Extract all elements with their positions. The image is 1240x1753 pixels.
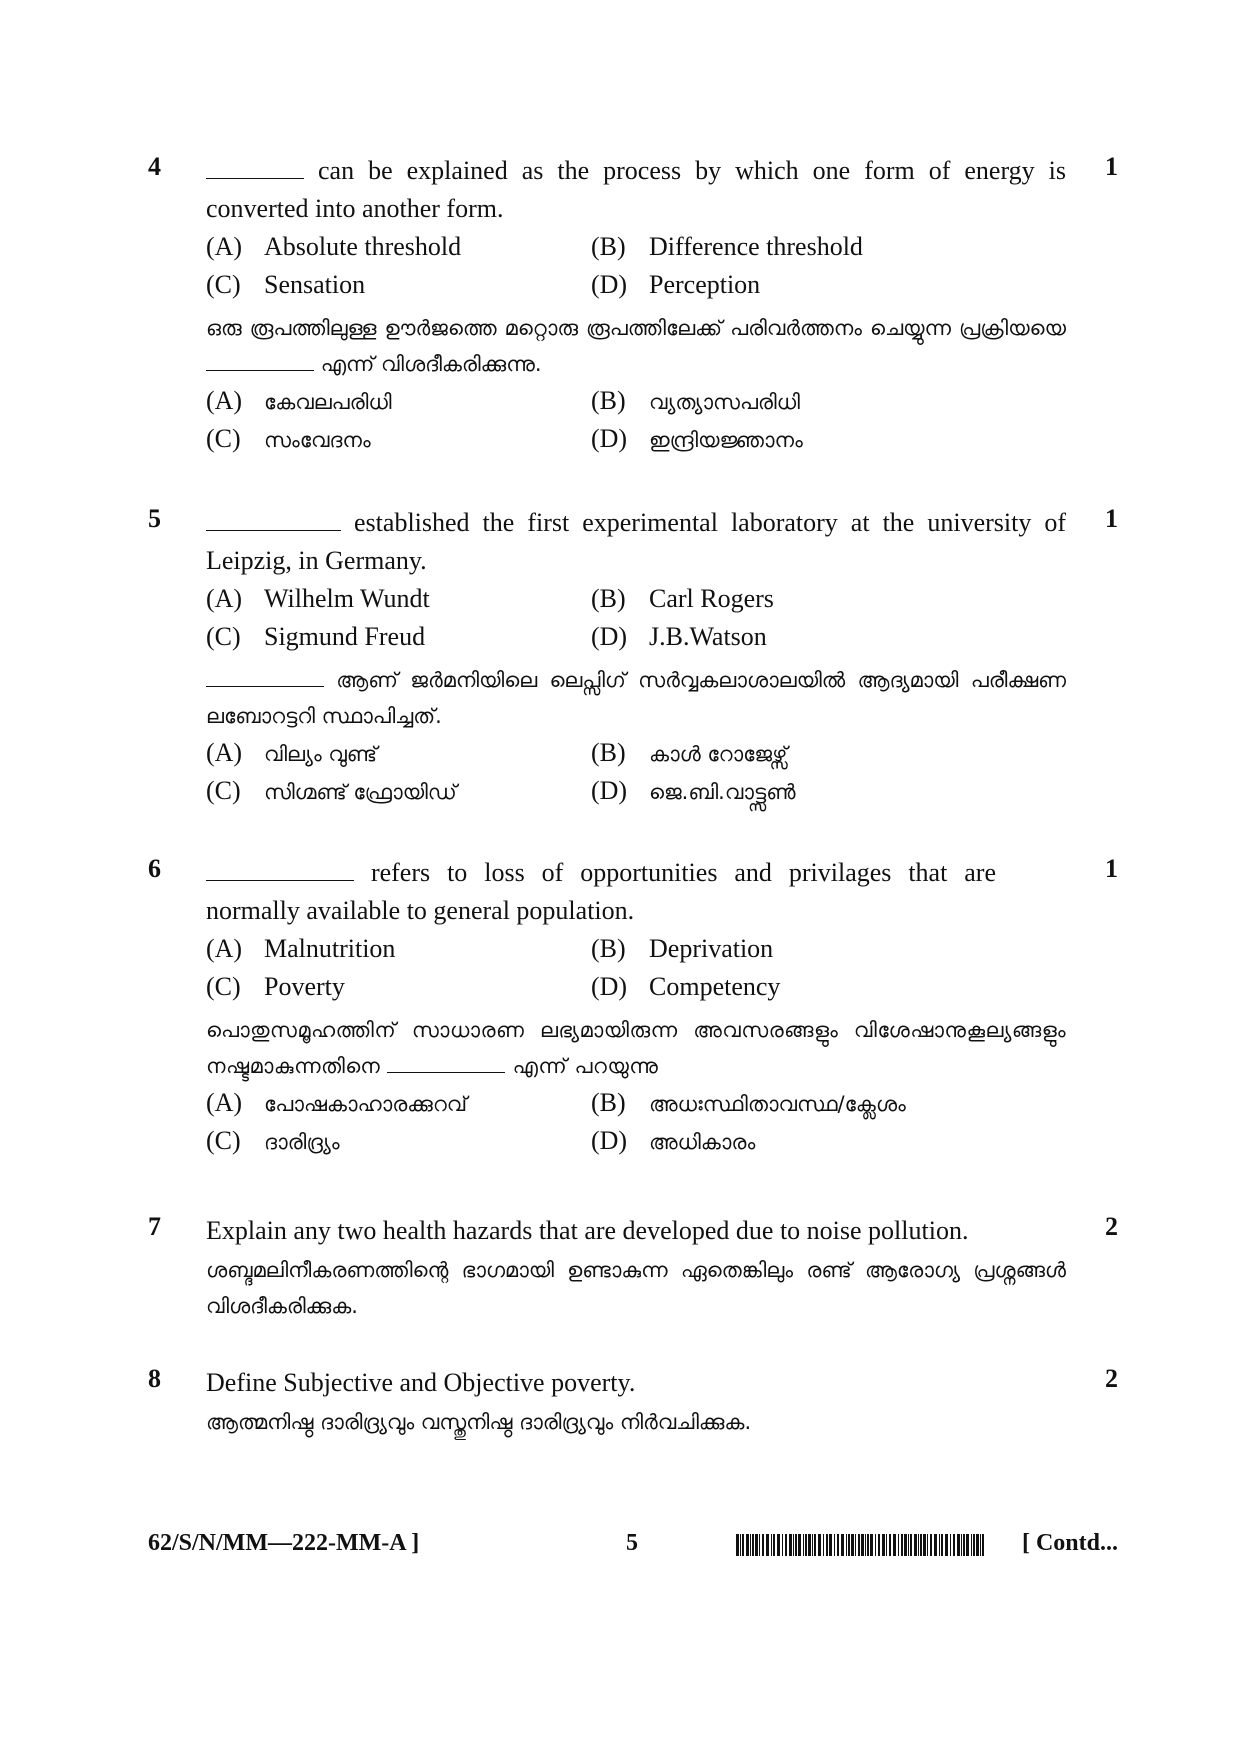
options-en [206,228,1066,304]
page-footer [148,1530,1118,1570]
option-b: (B) Difference threshold [591,232,863,261]
option-c-ml: (C) സിഗ്മണ്ട് ഫ്രോയിഡ് [206,776,457,805]
question-number: 6 [148,854,161,883]
option-c: (C) Sensation [206,270,366,299]
question-number: 8 [148,1364,161,1393]
option-d-ml: (D) അധികാരം [591,1126,756,1155]
question-text: can be explained as the process by which one form of energy is converted into another form. [206,156,1067,223]
question-text: refers to loss of opportunities and privilages that are normally available to general population. [206,858,996,925]
paper-code: 62/S/N/MM—222-MM-A ] [148,1530,420,1556]
question-marks: 1 [1105,152,1118,181]
question-number: 5 [148,504,161,533]
question-text: established the first experimental laboratory at the university of Leipzig, in Germany. [206,508,1067,575]
options-en [206,580,1066,656]
option-a-ml: (A) പോഷകാഹാരക്കുറവ് [206,1088,468,1117]
option-c-ml: (C) സംവേദനം [206,424,371,453]
question-text-en [206,152,1066,228]
question-6 [148,854,1118,1160]
option-d: (D) Perception [591,270,761,299]
option-c-ml: (C) ദാരിദ്ര്യം [206,1126,340,1155]
answer-blank [387,1050,505,1073]
option-a-ml: (A) കേവലപരിധി [206,386,392,415]
question-marks: 1 [1105,504,1118,533]
option-a: (A) Wilhelm Wundt [206,584,430,613]
question-text-ml: ശബ്ദമലിനീകരണത്തിന്റെ ഭാഗമായി ഉണ്ടാകുന്ന ഏതെങ്കിലും രണ്ട് ആരോഗ്യ പ്രശ്നങ്ങൾ വിശദീകരിക്കുക. [206,1258,1066,1318]
options-en [206,930,1066,1006]
answer-blank [206,858,354,881]
question-marks: 1 [1105,854,1118,883]
options-ml [206,1084,1066,1160]
question-4 [148,152,1118,458]
option-d: (D) J.B.Watson [591,622,767,651]
continued-label: [ Contd... [1021,1530,1118,1556]
option-b-ml: (B) വ്യത്യാസപരിധി [591,386,800,415]
option-b: (B) Carl Rogers [591,584,774,613]
option-a-ml: (A) വില്യം വുണ്ട് [206,738,378,767]
question-marks: 2 [1105,1212,1118,1241]
option-c: (C) Poverty [206,972,345,1001]
question-text-en: Define Subjective and Objective poverty. [206,1368,636,1397]
question-text-en [206,504,1066,580]
question-text-en [206,854,996,930]
option-d-ml: (D) ജെ.ബി.വാട്ട്സൺ [591,776,796,805]
question-marks: 2 [1105,1364,1118,1393]
option-c: (C) Sigmund Freud [206,622,426,651]
question-text-en: Explain any two health hazards that are developed due to noise pollution. [206,1216,969,1245]
option-b: (B) Deprivation [591,934,774,963]
answer-blank [206,348,314,371]
answer-blank [206,156,304,179]
barcode-image [736,1534,988,1556]
option-a: (A) Malnutrition [206,934,396,963]
question-text-ml: ആണ് ജർമനിയിലെ ലെപ്സിഗ് സർവ്വകലാശാലയിൽ ആദ്യമായി പരീക്ഷണ ലബോറട്ടറി സ്ഥാപിച്ചത്. [206,662,1066,734]
question-number: 4 [148,152,161,181]
question-7 [148,1212,1118,1324]
option-b-ml: (B) കാൾ റോജേഴ്സ് [591,738,788,767]
answer-blank [206,664,324,687]
question-number: 7 [148,1212,161,1241]
question-5 [148,504,1118,810]
answer-blank [206,508,341,531]
question-text-ml: ആത്മനിഷ്ഠ ദാരിദ്ര്യവും വസ്തുനിഷ്ഠ ദാരിദ്ര്യവും നിർവചിക്കുക. [206,1410,752,1434]
question-text-ml: പൊതുസമൂഹത്തിന് സാധാരണ ലഭ്യമായിരുന്ന അവസരങ്ങളും വിശേഷാനുകൂല്യങ്ങളും നഷ്ടമാകുന്നതിനെ എന്ന് പറയുന്നു [206,1018,1066,1078]
page-number: 5 [626,1530,638,1556]
options-ml [206,382,1066,458]
question-8 [148,1364,1118,1440]
option-d-ml: (D) ഇന്ദ്രിയജ്ഞാനം [591,424,803,453]
question-text-ml: ഒരു രൂപത്തിലുള്ള ഊർജത്തെ മറ്റൊരു രൂപത്തിലേക്ക് പരിവർത്തനം ചെയ്യുന്ന പ്രക്രിയയെ എന്ന് വിശദീകരിക്കുന്നു. [206,316,1066,376]
option-d: (D) Competency [591,972,781,1001]
option-a: (A) Absolute threshold [206,232,462,261]
options-ml [206,734,1066,810]
option-b-ml: (B) അധഃസ്ഥിതാവസ്ഥ/ക്ലേശം [591,1088,906,1117]
